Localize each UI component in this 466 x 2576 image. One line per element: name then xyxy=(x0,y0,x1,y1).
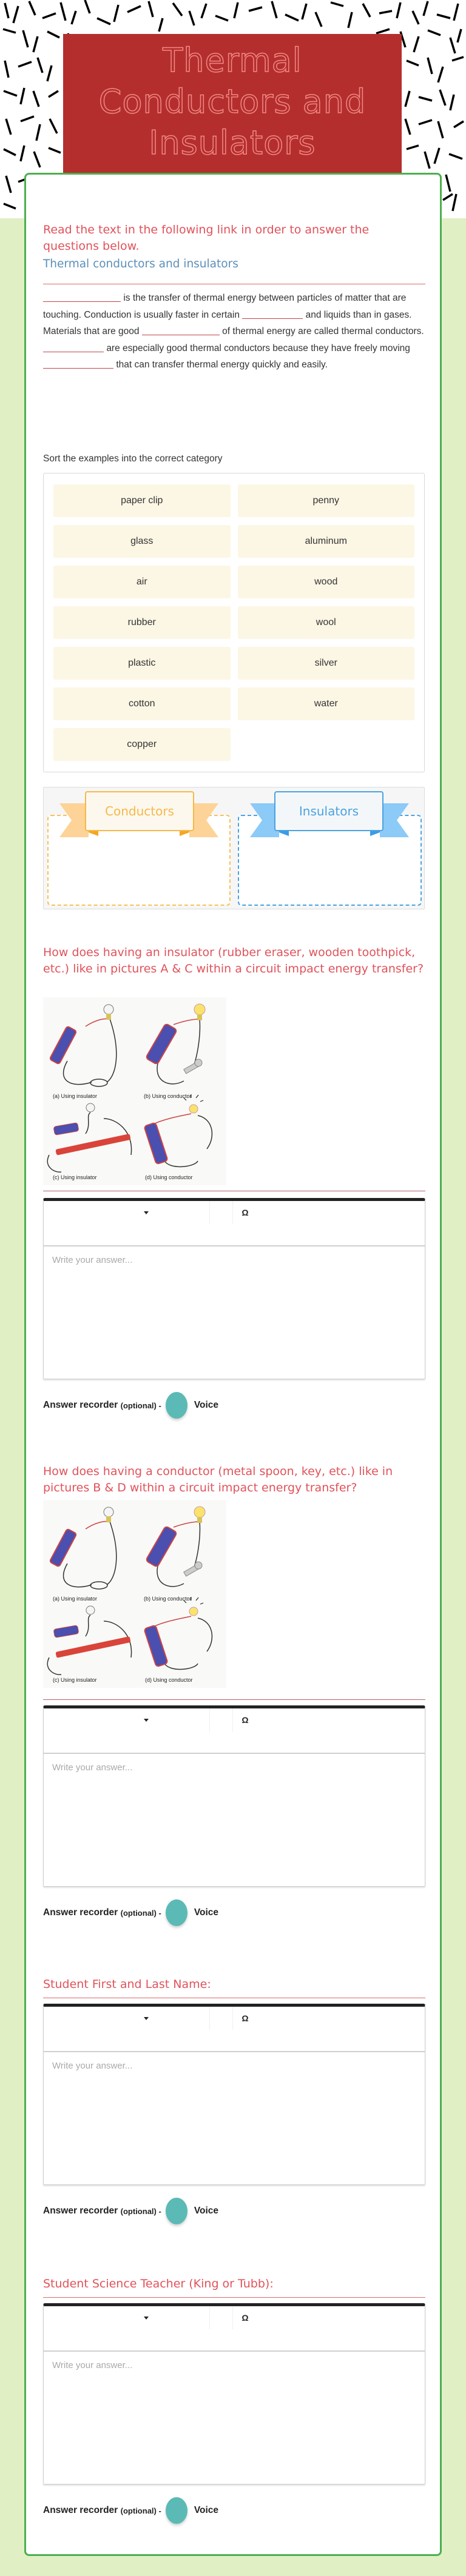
format-dropdown[interactable] xyxy=(44,1201,209,1224)
fill-in-blank-5[interactable] xyxy=(43,356,113,369)
circuit-diagram-illustration xyxy=(43,997,226,1185)
sort-item[interactable]: cotton xyxy=(53,687,231,720)
fill-in-text-3: of thermal energy are called thermal conductors. xyxy=(222,326,424,336)
recorder-voice-label: Voice xyxy=(194,1907,219,1918)
answer-textarea[interactable] xyxy=(44,1246,425,1379)
caption-a: (a) Using insulator xyxy=(53,1093,98,1099)
sort-item[interactable]: plastic xyxy=(53,647,231,680)
circuit-diagram-image xyxy=(43,1500,226,1688)
record-voice-button[interactable] xyxy=(166,1392,187,1419)
answer-recorder xyxy=(43,2198,218,2224)
fill-in-text-1: is the transfer of thermal energy between particles of matter that are touching. Conduction is usually faster in certain xyxy=(43,293,407,320)
format-dropdown[interactable] xyxy=(44,2007,209,2030)
answer-textarea[interactable] xyxy=(44,2352,425,2484)
sort-item[interactable]: air xyxy=(53,566,231,598)
title-banner xyxy=(63,34,402,179)
recorder-voice-label: Voice xyxy=(194,1400,219,1410)
reading-instruction-heading: Read the text in the following link in order to answer the questions below. xyxy=(43,223,370,253)
conductors-category-label: Conductors xyxy=(85,791,194,831)
recorder-label: Answer recorder xyxy=(43,2206,118,2216)
special-characters-button[interactable]: Ω xyxy=(241,1208,249,1217)
format-dropdown[interactable] xyxy=(44,2306,209,2329)
answer-textarea[interactable] xyxy=(44,2052,425,2184)
student-name-heading: Student First and Last Name: xyxy=(43,1978,211,1991)
fill-in-paragraph xyxy=(43,290,427,373)
chevron-down-icon xyxy=(144,1211,149,1214)
question-2-heading: How does having a conductor (metal spoon, key, etc.) like in pictures B & D within a circuit impact energy transfer? xyxy=(43,1465,393,1494)
recorder-label: Answer recorder xyxy=(43,1907,118,1918)
editor-toolbar xyxy=(44,1708,425,1754)
sort-prompt: Sort the examples into the correct category xyxy=(43,453,223,464)
special-characters-button[interactable]: Ω xyxy=(241,1715,249,1725)
editor-toolbar xyxy=(44,2007,425,2052)
question-1-heading: How does having an insulator (rubber eraser, wooden toothpick, etc.) like in pictures A & C within a circuit impact energy transfer? xyxy=(43,946,424,975)
recorder-optional: (optional) - xyxy=(120,2506,161,2515)
caption-d: (d) Using conductor xyxy=(145,1174,193,1180)
record-voice-button[interactable] xyxy=(166,1899,187,1926)
sort-item[interactable]: paper clip xyxy=(53,484,231,517)
toolbar-button[interactable] xyxy=(210,2306,232,2329)
toolbar-button[interactable] xyxy=(210,1201,232,1224)
fill-in-blank-3[interactable] xyxy=(142,323,220,335)
answer-recorder xyxy=(43,1899,218,1926)
recorder-voice-label: Voice xyxy=(194,2206,219,2216)
record-voice-button[interactable] xyxy=(166,2497,187,2524)
student-name-answer-editor xyxy=(43,2004,425,2185)
circuit-diagram-illustration xyxy=(43,1500,226,1688)
circuit-diagram-image xyxy=(43,997,226,1185)
sort-item[interactable]: wool xyxy=(238,606,415,639)
sort-item[interactable]: aluminum xyxy=(238,525,415,558)
chevron-down-icon xyxy=(144,1719,149,1722)
record-voice-button[interactable] xyxy=(166,2198,187,2224)
recorder-optional: (optional) - xyxy=(120,1400,161,1410)
recorder-label: Answer recorder xyxy=(43,2505,118,2515)
science-teacher-heading: Student Science Teacher (King or Tubb): xyxy=(43,2277,274,2290)
caption-b: (b) Using conductor xyxy=(144,1596,192,1602)
fill-in-blank-1[interactable] xyxy=(43,290,121,302)
chevron-down-icon xyxy=(144,2317,149,2320)
reading-link[interactable]: Thermal conductors and insulators xyxy=(43,258,238,270)
format-dropdown[interactable] xyxy=(44,1708,209,1731)
sort-item-bank xyxy=(43,473,425,772)
editor-toolbar xyxy=(44,1201,425,1246)
fill-in-text-5: that can transfer thermal energy quickly and easily. xyxy=(116,360,328,370)
caption-d: (d) Using conductor xyxy=(145,1677,193,1683)
insulators-category-label: Insulators xyxy=(274,791,383,831)
fill-in-text-2: and liquids than in gases. Materials that are good xyxy=(43,309,412,336)
caption-a: (a) Using insulator xyxy=(53,1596,98,1602)
sort-item[interactable]: wood xyxy=(238,566,415,598)
special-characters-button[interactable]: Ω xyxy=(241,2013,249,2023)
toolbar-button[interactable] xyxy=(210,1708,232,1731)
science-teacher-answer-editor xyxy=(43,2303,425,2484)
recorder-voice-label: Voice xyxy=(194,2505,219,2515)
sort-item[interactable]: penny xyxy=(238,484,415,517)
sort-item[interactable]: copper xyxy=(53,728,231,761)
fill-in-blank-4[interactable] xyxy=(43,340,104,352)
worksheet-card xyxy=(24,173,442,2556)
page-title: Thermal Conductors and Insulators xyxy=(98,41,366,162)
question-2-divider xyxy=(43,1699,425,1700)
chevron-down-icon xyxy=(144,2017,149,2020)
caption-c: (c) Using insulator xyxy=(53,1174,97,1180)
question-2-answer-editor xyxy=(43,1705,425,1887)
caption-c: (c) Using insulator xyxy=(53,1677,97,1683)
sort-item[interactable]: glass xyxy=(53,525,231,558)
answer-textarea[interactable] xyxy=(44,1754,425,1886)
fill-in-text-4: are especially good thermal conductors because they have freely moving xyxy=(106,343,410,353)
answer-recorder xyxy=(43,1392,218,1419)
science-teacher-divider xyxy=(43,2297,425,2298)
recorder-label: Answer recorder xyxy=(43,1400,118,1410)
editor-toolbar xyxy=(44,2306,425,2352)
sort-item[interactable]: silver xyxy=(238,647,415,680)
question-1-answer-editor xyxy=(43,1198,425,1379)
recorder-optional: (optional) - xyxy=(120,2206,161,2216)
recorder-optional: (optional) - xyxy=(120,1908,161,1918)
answer-recorder xyxy=(43,2497,218,2524)
caption-b: (b) Using conductor xyxy=(144,1093,192,1099)
sort-item[interactable]: rubber xyxy=(53,606,231,639)
fill-in-blank-2[interactable] xyxy=(242,307,303,319)
category-area xyxy=(43,787,425,909)
toolbar-button[interactable] xyxy=(210,2007,232,2030)
special-characters-button[interactable]: Ω xyxy=(241,2313,249,2323)
sort-item[interactable]: water xyxy=(238,687,415,720)
